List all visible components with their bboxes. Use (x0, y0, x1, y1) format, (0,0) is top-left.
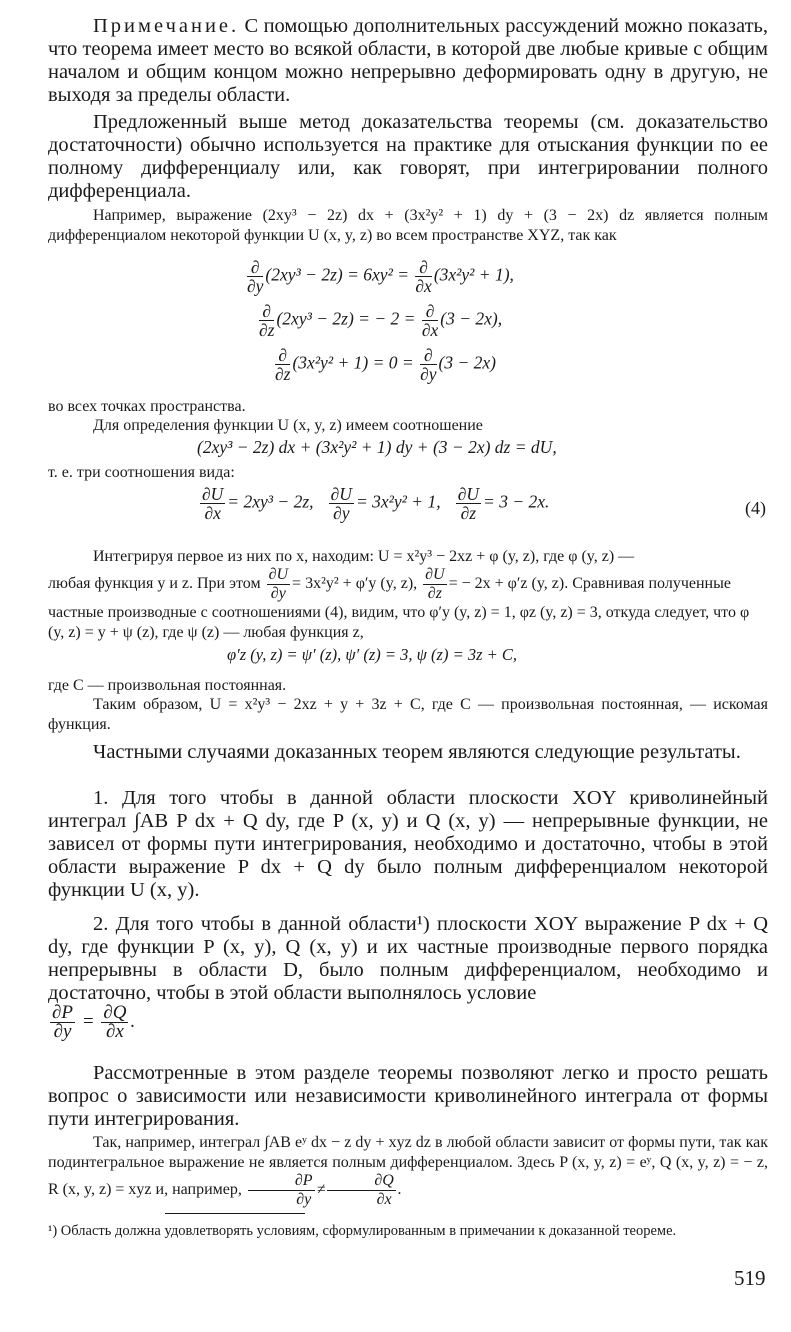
method-paragraph: Предложенный выше метод доказательства теоремы (см. доказательство достаточности) обычно используется на практике для отыскания функции по ее полному дифференциалу или, как говорят, при интегрировании полного дифференциала. (48, 111, 768, 202)
where-c-text: где C — произвольная постоянная. (48, 677, 287, 694)
page-number: 519 (734, 1266, 766, 1290)
note-title: Примечание. (93, 15, 240, 37)
to-define-text: Для определения функции U (x, y, z) имеем соотношение (93, 417, 483, 434)
footnote: ¹) Область должна удовлетворять условиям, сформулированным в примечании к доказанной теореме. (48, 1223, 677, 1239)
equation-3: $\frac{\partial}{\partial z}$ (3x²y² + 1) = 0 = $\frac{\partial}{\partial y}$ (3 − 2x) (275, 345, 496, 384)
example-intro: Например, выражение (2xy³ − 2z) dx + (3x²y² + 1) dy + (3 − 2x) dz является полным дифференциалом некоторой функции U (x, y, z) во всем пространстве XYZ, так как (48, 207, 768, 244)
case-1: 1. Для того чтобы в данной области плоскости XOY криволинейный интеграл ∫AB P dx + Q dy, где P (x, y) и Q (x, y) — непрерывные функции, не зависел от формы пути интегрирования, необходимо и достаточно, чтобы в этой области выражение P dx + Q dy было полным дифференциалом некоторой функции U (x, y). (48, 787, 768, 901)
example-2-paragraph: Так, например, интеграл ∫AB eʸ dx − z dy + xyz dz в любой области зависит от формы пути, так как подинтегральное выражение не является полным дифференциалом. Здесь P (x, y, z) = eʸ, Q (x, y, z) = − z, R (x, y, z) = xyz и, например, $\frac{\partial P}{\partial y}$ ≠ $\frac{\partial Q}{\partial x}$ . (48, 1134, 768, 1208)
psi-equation: φ′z (y, z) = ψ′ (z), ψ′ (z) = 3, ψ (z) = 3z + C, (227, 645, 518, 664)
cases-intro: Частными случаями доказанных теорем являются следующие результаты. (93, 741, 741, 763)
consider-paragraph: Рассмотренные в этом разделе теоремы позволяют легко и просто решать вопрос о зависимости или независимости криволинейного интеграла от формы пути интегрирования. (48, 1062, 768, 1130)
equation-number: (4) (745, 498, 766, 518)
equation-1: $\frac{\partial}{\partial y}$ (2xy³ − 2z) = 6xy² = $\frac{\partial}{\partial x}$ (3x²y² + 1), (247, 257, 514, 296)
every-point-text: во всех точках пространства. (48, 398, 246, 415)
note-body: С помощью дополнительных рассуждений можно показать, что теорема имеет место во всякой области, в которой две любые кривые с общим началом и общим концом можно непрерывно деформировать одну в другую, не выходя за пределы области. (48, 15, 769, 106)
neq-expression: $\frac{\partial P}{\partial y}$ ≠ $\frac{\partial Q}{\partial x}$ . (246, 1181, 402, 1198)
three-relations-text: т. е. три соотношения вида: (48, 464, 235, 481)
integrating-line-2: любая функция y и z. При этом $\frac{\partial U}{\partial y}$ = 3x²y² + φ′y (y, z), $\frac{\partial U}{\partial z}$ = − 2x + φ′z (y, z). Сравнивая полученные частные производные с соотношениями (4), видим, что φ′y (y, z) = 1, φz (y, z) = 3, откуда следует, что φ (y, z) = y + ψ (z), где ψ (z) — любая функция z, (48, 566, 750, 641)
integrating-line-1: Интегрируя первое из них по x, находим: U = x²y³ − 2xz + φ (y, z), где φ (y, z) — (93, 548, 635, 565)
note-paragraph (48, 15, 768, 107)
case-2: 2. Для того чтобы в данной области¹) плоскости XOY выражение P dx + Q dy, где функции P (x, y), Q (x, y) и их частные производные первого порядка непрерывны в области D, было полным дифференциалом, необходимо и достаточно, чтобы в этой области выполнялось условие (48, 913, 768, 1004)
relation-equation: (2xy³ − 2z) dx + (3x²y² + 1) dy + (3 − 2x) dz = dU, (197, 437, 557, 457)
thus-paragraph: Таким образом, U = x²y³ − 2xz + y + 3z + C, где C — произвольная постоянная, — искомая функция. (48, 696, 768, 733)
case-2-condition: $\frac{\partial P}{\partial y}$ = $\frac{\partial Q}{\partial x}$ . (52, 1002, 136, 1042)
equation-2: $\frac{\partial}{\partial z}$ (2xy³ − 2z) = − 2 = $\frac{\partial}{\partial x}$ (3 − 2x), (259, 301, 503, 340)
equation-set-4: $\frac{\partial U}{\partial x}$ = 2xy³ − 2z, $\frac{\partial U}{\partial y}$ = 3x²y² + 1, $\frac{\partial U}{\partial z}$ = 3 − 2x. (202, 484, 550, 523)
footnote-rule (165, 1213, 305, 1214)
